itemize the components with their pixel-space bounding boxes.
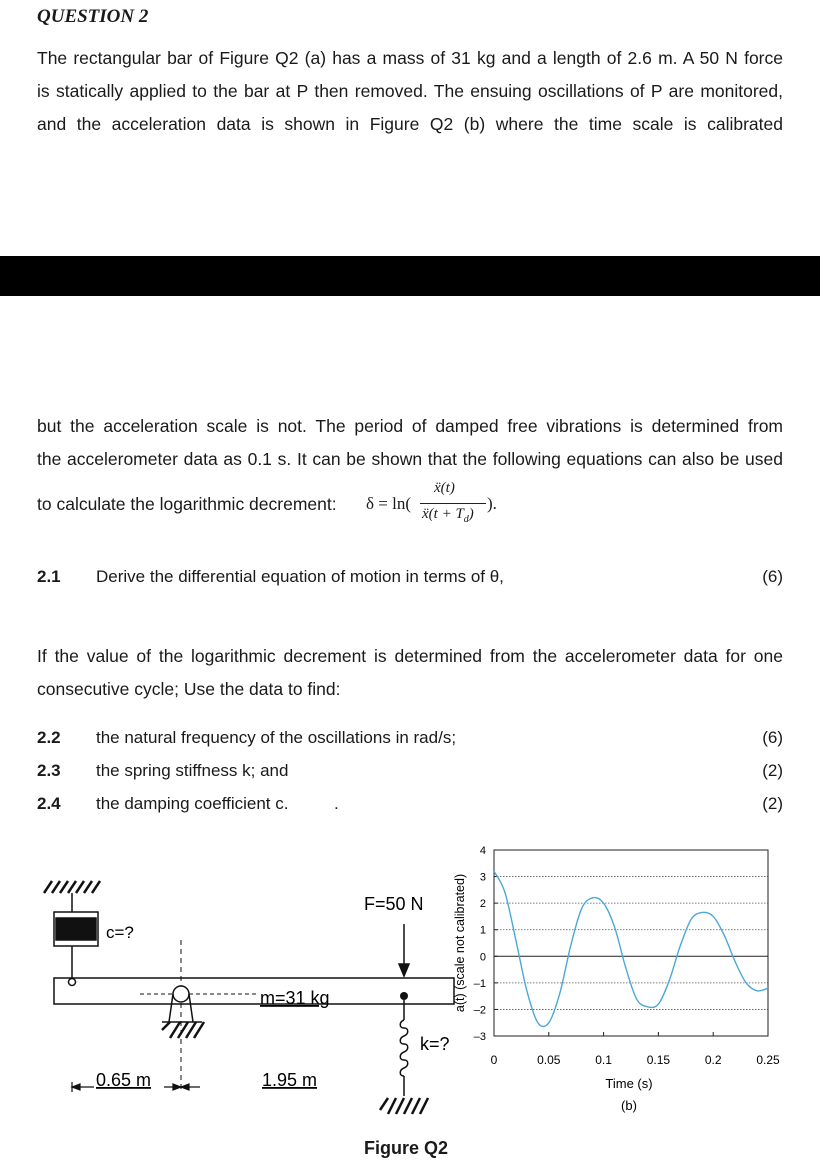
y-tick-label: 3 — [479, 871, 486, 884]
intro-line: and the acceleration data is shown in Figure Q2 (b) where the time scale is calibrated — [37, 114, 783, 134]
x-axis-label: Time (s) — [605, 1076, 653, 1091]
top-ground-hatch — [44, 881, 100, 893]
q-text: the spring stiffness k; and — [96, 761, 289, 780]
spring-label: k=? — [420, 1034, 450, 1054]
intro-line: The rectangular bar of Figure Q2 (a) has a mass of 31 kg and a length of 2.6 m. A 50 N force — [37, 48, 783, 68]
x-tick-label: 0.1 — [595, 1053, 612, 1067]
q-text: Derive the differential equation of motion in terms of θ, — [96, 567, 504, 586]
q-marks: (6) — [762, 728, 783, 747]
y-axis-label: a(t) (scale not calibrated) — [453, 873, 467, 1013]
q-number: 2.3 — [37, 761, 61, 780]
damper-pin — [69, 979, 76, 986]
mass-label: m=31 kg — [260, 988, 330, 1008]
middle-line: If the value of the logarithmic decrement is determined from the accelerometer data for one — [37, 646, 783, 666]
damper-label: c=? — [106, 923, 134, 942]
question-title: QUESTION 2 — [37, 6, 149, 27]
x-tick-label: 0.05 — [537, 1053, 561, 1067]
formula-numerator: ẍ(t) — [434, 480, 455, 496]
pivot-support — [162, 940, 202, 1090]
x-tick-label: 0.25 — [756, 1053, 780, 1067]
force-label: F=50 N — [364, 894, 424, 914]
formula-denominator — [422, 506, 474, 525]
intro-line: is statically applied to the bar at P then removed. The ensuing oscillations of P are monitored, — [37, 81, 783, 101]
middle-paragraph — [37, 640, 783, 706]
y-tick-label: 2 — [479, 898, 486, 911]
pivot-ground-hatch — [162, 1022, 204, 1038]
rigid-bar — [54, 978, 454, 1004]
continued-paragraph — [37, 410, 783, 476]
point-p — [400, 992, 408, 1000]
dimension-right-label: 1.95 m — [262, 1070, 318, 1090]
spring — [400, 1000, 408, 1096]
continued-line: but the acceleration scale is not. The period of damped free vibrations is determined from — [37, 416, 783, 436]
formula-denominator-close: ) — [468, 506, 474, 522]
spring-ground-hatch — [380, 1098, 428, 1114]
chart-caption: (b) — [621, 1098, 637, 1113]
continued-line: the accelerometer data as 0.1 s. It can be shown that the following equations can also be used — [37, 449, 783, 469]
y-tick-label: –3 — [473, 1031, 486, 1043]
middle-line: consecutive cycle; Use the data to find: — [37, 679, 341, 699]
intro-paragraph — [37, 42, 783, 141]
x-tick-label: 0 — [490, 1053, 498, 1067]
y-tick-label: 4 — [479, 845, 486, 857]
x-tick-label: 0.15 — [646, 1053, 671, 1067]
formula-denominator-main: ẍ(t + T — [422, 506, 464, 522]
q-number: 2.1 — [37, 567, 61, 586]
force-arrow — [399, 924, 409, 976]
x-tick-label: 0.2 — [704, 1053, 722, 1067]
chart-layer — [453, 845, 780, 1113]
q-marks: (2) — [762, 761, 783, 780]
redaction-bar — [0, 256, 820, 296]
formula-denominator-sub: d — [463, 514, 469, 525]
y-tick-label: 1 — [479, 924, 486, 937]
q-text: the damping coefficient c. — [96, 794, 289, 813]
dimension-left-label: 0.65 m — [96, 1070, 152, 1090]
y-tick-label: –1 — [473, 977, 486, 990]
figure-caption-row — [0, 1138, 820, 1159]
q-number: 2.4 — [37, 794, 61, 813]
formula-lead: to calculate the logarithmic decrement: — [37, 494, 337, 514]
q-text: the natural frequency of the oscillations in rad/s; — [96, 728, 457, 747]
q-marks: (2) — [762, 794, 783, 813]
figure-caption: Figure Q2 — [363, 1138, 448, 1158]
formula-fraction-bar — [420, 503, 486, 504]
q-marks: (6) — [762, 567, 783, 586]
q-number: 2.2 — [37, 728, 61, 747]
y-tick-label: –2 — [473, 1004, 486, 1017]
stray-dot: . — [334, 794, 339, 813]
damper — [54, 893, 98, 978]
formula-lhs: δ = ln( — [366, 494, 411, 513]
figure-a-diagram — [30, 860, 460, 1130]
formula-rhs: ). — [487, 494, 497, 513]
figure-b-chart — [448, 838, 793, 1128]
y-tick-label: 0 — [479, 951, 486, 964]
log-decrement-formula — [366, 482, 526, 538]
